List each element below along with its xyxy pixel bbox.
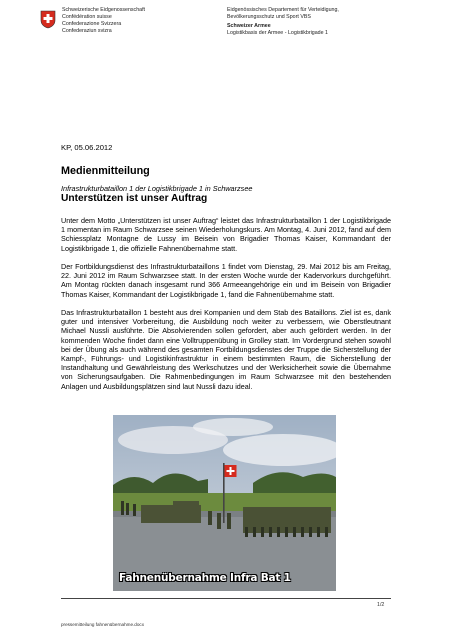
- confederation-line: Confederazione Svizzera: [62, 21, 122, 27]
- unit-subtitle: Logistikbasis der Armee - Logistikbrigade 1: [227, 29, 328, 36]
- department-block: [227, 7, 427, 36]
- confederation-names: [62, 7, 145, 35]
- confederation-line: Schweizerische Eidgenossenschaft: [62, 7, 146, 13]
- swiss-crest-icon: [40, 10, 56, 29]
- footer-divider: [61, 598, 391, 599]
- letterhead: [0, 0, 452, 70]
- confederation-line: Confédération suisse: [62, 14, 112, 20]
- confederation-line: Confederaziun svizra: [62, 28, 112, 34]
- department-line: Eidgenössisches Departement für Verteidigung,: [227, 7, 339, 13]
- paragraph: Das Infrastrukturbataillon 1 besteht aus drei Kompanien und dem Stab des Bataillons. Ziel ist es, dank guter und intensiver Vorbereitung, die Ausbildung noch weiter zu verbessern, wie Oberstleutnant Michael Nussli ausführte. Die Absolvierenden sollen gefordert, aber auch gefördert werden. In der kommenden Woche findet dann eine Volltruppenübung in Grolley statt. Im Vordergrund stehen sowohl bei der Übung als auch während des gesamten Fortbildungsdienstes der Truppe die Sicherstellung der Kampf-, Führungs- und Logistikinfrastruktur in einem bestimmten Raum, die Sicherstellung der Instandhaltung und Gewährleistung des Werkschutzes und der Werksicherheit sowie die Übernahme von Sicherungsaufgaben. Die Rahmenbedingungen im Raum Schwarzsee mit den bestehenden Anlagen und Ausbildungsplätzen sind laut Nussli dazu ideal.: [61, 308, 391, 391]
- footer-filename: pressemitteilung fahnenübernahme.docx: [61, 622, 144, 627]
- photo-caption: Fahnenübernahme Infra Bat 1: [119, 572, 291, 584]
- unit-name: Schweizer Armee: [227, 23, 271, 30]
- headline: Unterstützen ist unser Auftrag: [61, 193, 208, 204]
- paragraph: Unter dem Motto „Unterstützen ist unser Auftrag“ leistet das Infrastrukturbataillon 1 der Logistikbrigade 1 momentan im Raum Schwarzsee seinen Wiederholungskurs. Am Montag, 4. Juni 2012, fand auf dem Schiessplatz Montagne de Lussy im Beisein von Brigadier Thomas Kaiser, Kommandant der Logistikbrigade 1, die offizielle Fahnenübernahme statt.: [61, 216, 391, 253]
- page-number: 1/2: [377, 602, 385, 608]
- department-line: Bevölkerungsschutz und Sport VBS: [227, 13, 311, 20]
- flag-ceremony-photo: [113, 415, 336, 591]
- document-date: KP, 05.06.2012: [61, 143, 113, 152]
- document-subtitle: Infrastrukturbataillon 1 der Logistikbrigade 1 in Schwarzsee: [61, 184, 253, 193]
- photo-illustration: [113, 415, 336, 591]
- document-title: Medienmitteilung: [61, 165, 150, 177]
- paragraph: Der Fortbildungsdienst des Infrastrukturbataillons 1 findet vom Dienstag, 29. Mai 2012 bis am Freitag, 22. Juni 2012 im Raum Schwarzsee statt. In der ersten Woche wurde der Kadervorkurs durchgeführt. Am Montag rückten danach insgesamt rund 366 Armeeangehörige ein und im Beisein von Brigadier Thomas Kaiser, Kommandant der Logistikbrigade 1, fand die Fahnenübernahme statt.: [61, 262, 391, 299]
